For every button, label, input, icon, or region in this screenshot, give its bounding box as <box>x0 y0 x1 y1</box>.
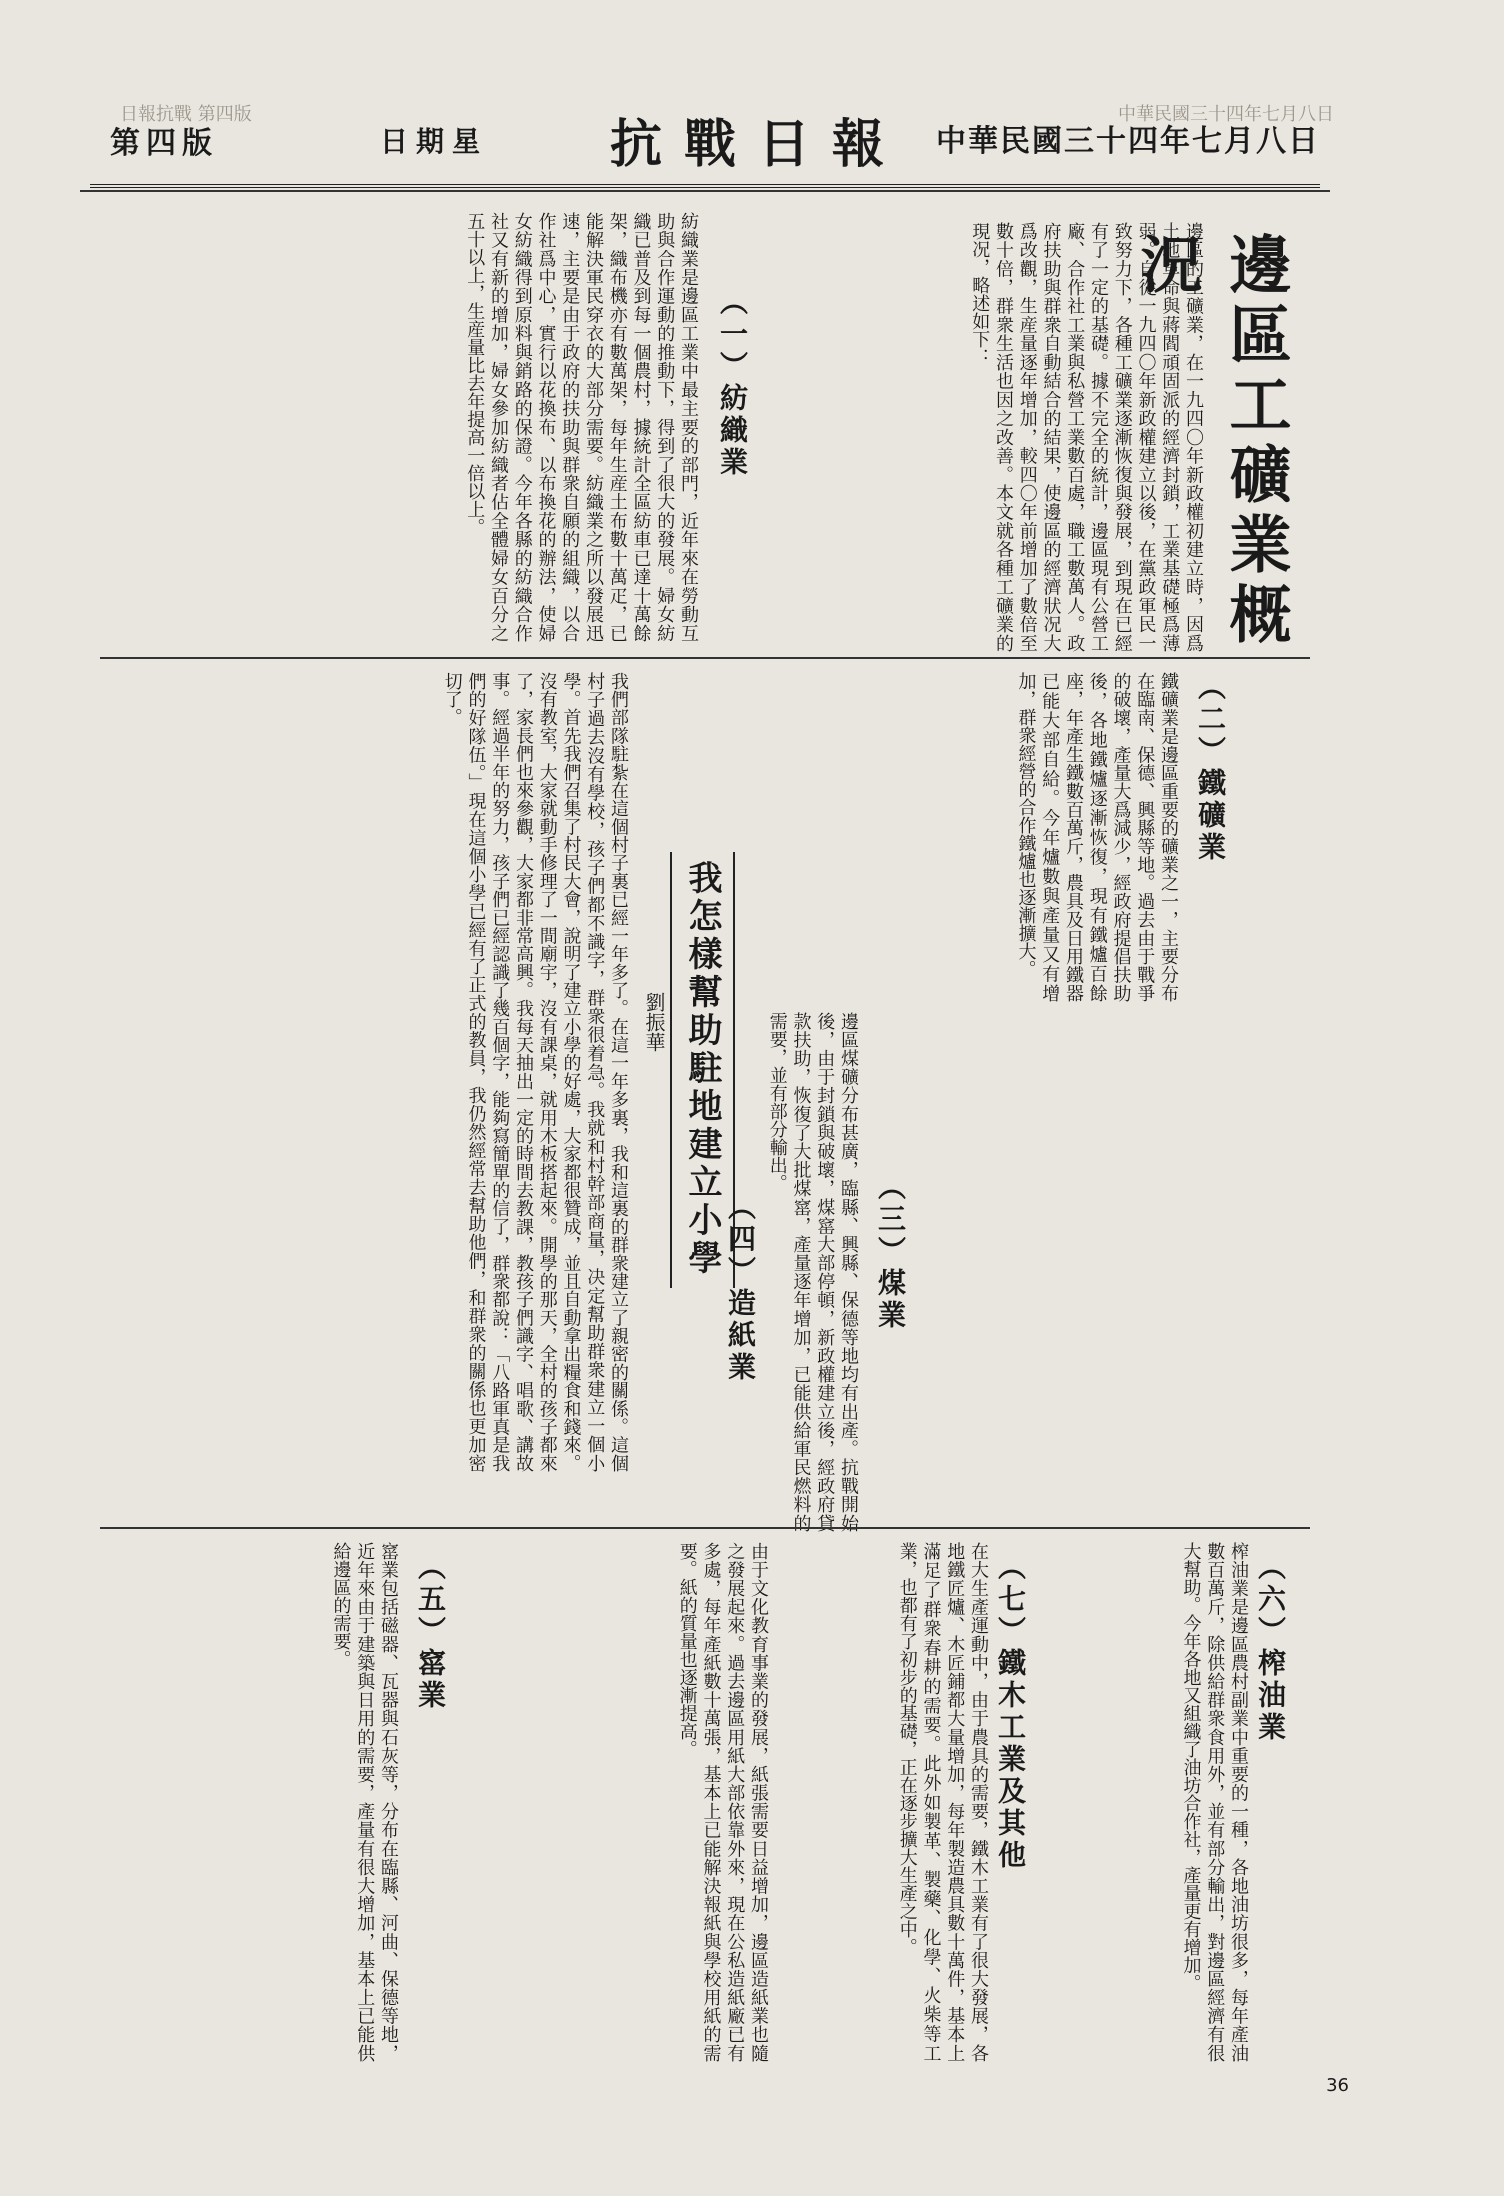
masthead-title: 抗戰日報 <box>610 114 907 175</box>
masthead-day: 日期星 <box>380 125 489 158</box>
section-text-oil: 榨油業是邊區農村副業中重要的一種，各地油坊很多，每年產油數百萬斤，除供給群衆食用外，並有部分輸出，對邊區經濟有很大幫助。今年各地又組織了油坊合作社，產量更有增加。 <box>1180 1542 1249 2062</box>
section-text-textile: 紡織業是邊區工業中最主要的部門，近年來在勞動互助與合作運動的推動下，得到了很大的發展。婦女紡織已普及到每一個農村，據統計全區紡車已達十萬餘架，織布機亦有數萬架，每年生産土布數十萬疋，已能解決軍民穿衣的大部分需要。紡織業之所以發展迅速，主要是由于政府的扶助與群衆自願的組織，以合作社爲中心，實行以花換布、以布換花的辦法，使婦女紡織得到原料與銷路的保證。今年各縣的紡織合作社又有新的增加，婦女參加紡織者佔全體婦女百分之五十以上，生産量比去年提高一倍以上。 <box>464 212 699 642</box>
section-text-iron-wood: 在大生產運動中，由于農具的需要，鐵木工業有了很大發展，各地鐵匠爐、木匠鋪都大量增加，每年製造農具數十萬件，基本上滿足了群衆春耕的需要。此外如製革、製藥、化學、火柴等工業，也都有了初步的基礎，正在逐步擴大生產之中。 <box>896 1542 989 2062</box>
article-intro: 邊區的工礦業，在一九四〇年新政權初建立時，因爲土地革命與蔣閻頑固派的經濟封鎖，工業基礎極爲薄弱。自從一九四〇年新政權建立以後，在黨政軍民一致努力下，各種工礦業逐漸恢復與發展，到現在已經有了一定的基礎。據不完全的統計，邊區現有公營工廠、合作社工業與私營工業數百處，職工數萬人。政府扶助與群衆自動結合的結果，使邊區的經濟狀况大爲改觀，生産量逐年增加，較四〇年前增加了數倍至數十倍，群衆生活也因之改善。本文就各種工礦業的現况，略述如下： <box>969 222 1204 652</box>
section-title-textile: （一）紡織業 <box>716 287 749 479</box>
section-text-pottery: 窰業包括磁器、瓦器與石灰等，分布在臨縣、河曲、保德等地，近年來由于建築與日用的需要，產量有很大增加，基本上已能供給邊區的需要。 <box>330 1542 399 2062</box>
faint-header-left: 日報抗戰 第四版 <box>120 104 252 125</box>
section-title-iron-wood: （七）鐵木工業及其他 <box>994 1552 1027 1872</box>
section-title-coal: （三）煤業 <box>874 1172 907 1332</box>
section-title-oil: （六）榨油業 <box>1254 1552 1287 1744</box>
section-text-coal: 邊區煤礦分布甚廣，臨縣、興縣、保德等地均有出產。抗戰開始後，由于封鎖與破壞，煤窰大部停頓，新政權建立後，經政府貸款扶助，恢復了大批煤窰，產量逐年增加，已能供給軍民燃料的需要，並有部分輸出。 <box>766 1012 859 1532</box>
side-article-author: 劉振華 <box>642 992 666 1052</box>
section-text-textile-cont <box>760 212 910 642</box>
section-text-iron-ore: 鐵礦業是邊區重要的礦業之一，主要分布在臨南、保德、興縣等地。過去由于戰爭的破壞，產量大爲減少，經政府提倡扶助後，各地鐵爐逐漸恢復，現有鐵爐百餘座，年產生鐵數百萬斤，農具及日用鐵器已能大部自給。今年爐數與產量又有增加，群衆經營的合作鐵爐也逐漸擴大。 <box>1015 672 1179 1002</box>
masthead <box>90 102 1320 188</box>
faint-header-right: 中華民國三十四年七月八日 <box>1118 104 1334 125</box>
section-title-iron-ore: （二）鐵礦業 <box>1194 672 1227 864</box>
section-text-paper: 由于文化教育事業的發展，紙張需要日益增加，邊區造紙業也隨之發展起來。過去邊區用紙大部依靠外來，現在公私造紙廠已有多處，每年產紙數十萬張，基本上已能解決報紙與學校用紙的需要。紙的質量也逐漸提高。 <box>676 1542 769 2062</box>
section-text-textile-tail <box>100 672 260 1512</box>
section-title-paper: （四）造紙業 <box>724 1192 757 1384</box>
article-area <box>80 190 1330 2092</box>
headline: 邊區工礦業概況 <box>1130 232 1292 652</box>
band-rule-1 <box>100 657 1310 659</box>
band-rule-2 <box>100 1527 1310 1529</box>
side-article-text: 我們部隊駐紮在這個村子裏已經一年多了。在這一年多裏，我和這裏的群衆建立了親密的關係。這個村子過去沒有學校，孩子們都不識字，群衆很着急。我就和村幹部商量，决定幫助群衆建立一個小學。首先我們召集了村民大會，說明了建立小學的好處，大家都很贊成，並且自動拿出糧食和錢來。沒有教室，大家就動手修理了一間廟宇，沒有課桌，就用木板搭起來。開學的那天，全村的孩子都來了，家長們也來參觀，大家都非常高興。我每天抽出一定的時間去教課，教孩子們識字、唱歌、講故事。經過半年的努力，孩子們已經認識了幾百個字，能夠寫簡單的信了，群衆都說：「八路軍真是我們的好隊伍。」現在這個小學已經有了正式的教員，我仍然經常去幫助他們，和群衆的關係也更加密切了。 <box>441 672 629 1472</box>
section-title-pottery: （五）窰業 <box>414 1552 447 1712</box>
side-article-title: 我怎樣幫助駐地建立小學 <box>670 852 735 1288</box>
page-number: 36 <box>1326 2075 1349 2096</box>
masthead-page: 第四版 <box>110 126 218 161</box>
masthead-date: 中華民國三十四年七月八日 <box>936 124 1320 159</box>
